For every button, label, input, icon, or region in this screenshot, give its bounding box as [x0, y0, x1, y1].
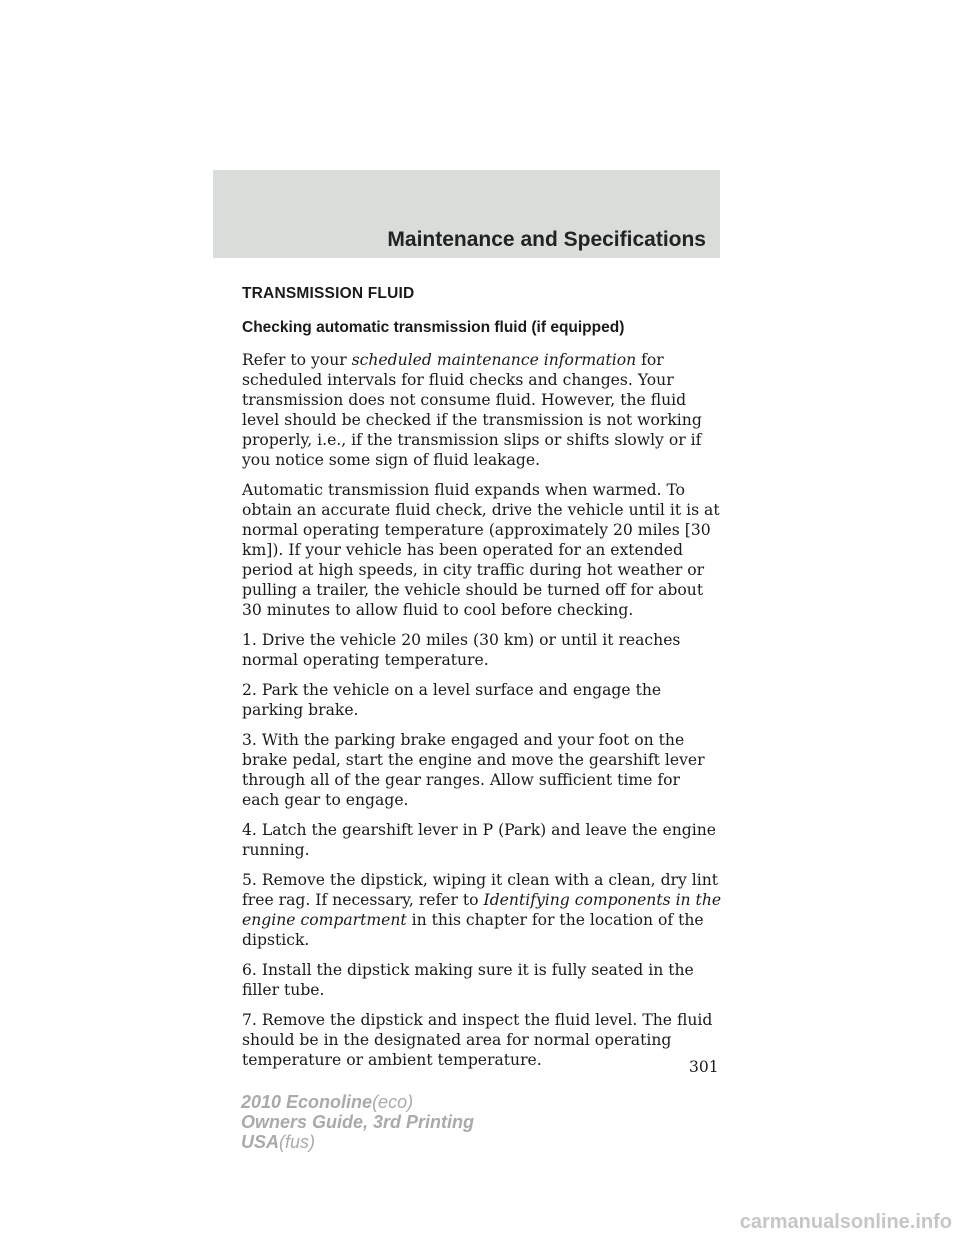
page-content [242, 284, 722, 1080]
watermark: carmanualsonline.info [739, 1211, 952, 1233]
page-number: 301 [689, 1058, 719, 1076]
step-1: 1. Drive the vehicle 20 miles (30 km) or until it reaches normal operating temperature. [242, 631, 681, 669]
step-4: 4. Latch the gearshift lever in P (Park) and leave the engine running. [242, 821, 716, 859]
warming-paragraph: Automatic transmission fluid expands when warmed. To obtain an accurate fluid check, drive the vehicle until it is at normal operating temperature (approximately 20 miles [30 km]). If your vehicle has been operated for an extended period at high speeds, in city traffic during hot weather or pulling a trailer, the vehicle should be turned off for about 30 minutes to allow fluid to cool before checking. [242, 481, 720, 619]
intro-paragraph: Refer to your scheduled maintenance information for scheduled intervals for fluid checks and changes. Your transmission does not consume fluid. However, the fluid level should be checked if the transmission is not working properly, i.e., if the transmission slips or shifts slowly or if you notice some sign of fluid leakage. [242, 351, 702, 469]
step-5: 5. Remove the dipstick, wiping it clean with a clean, dry lint free rag. If necessary, refer to Identifying components in the engine compartment in this chapter for the location of the dipstick. [242, 871, 722, 949]
reference-scheduled-maintenance: scheduled maintenance information [351, 351, 637, 369]
step-6: 6. Install the dipstick making sure it is fully seated in the filler tube. [242, 961, 694, 999]
chapter-header-band [213, 170, 720, 258]
section-title: TRANSMISSION FLUID [242, 285, 415, 302]
footer-line-1: 2010 Econoline(eco) [241, 1092, 414, 1112]
chapter-title: Maintenance and Specifications [387, 228, 706, 251]
footer-line-2: Owners Guide, 3rd Printing [241, 1112, 475, 1132]
subsection-title: Checking automatic transmission fluid (if equipped) [242, 319, 625, 336]
step-3: 3. With the parking brake engaged and your foot on the brake pedal, start the engine and move the gearshift lever through all of the gear ranges. Allow sufficient time for each gear to engage. [242, 731, 705, 809]
step-2: 2. Park the vehicle on a level surface and engage the parking brake. [242, 681, 662, 719]
step-7: 7. Remove the dipstick and inspect the fluid level. The fluid should be in the designated area for normal operating temperature or ambient temperature. [242, 1011, 713, 1069]
footer-line-3: USA(fus) [241, 1132, 316, 1152]
document-footer [241, 1092, 474, 1152]
reference-engine-compartment: Identifying components in the engine compartment [242, 891, 722, 929]
